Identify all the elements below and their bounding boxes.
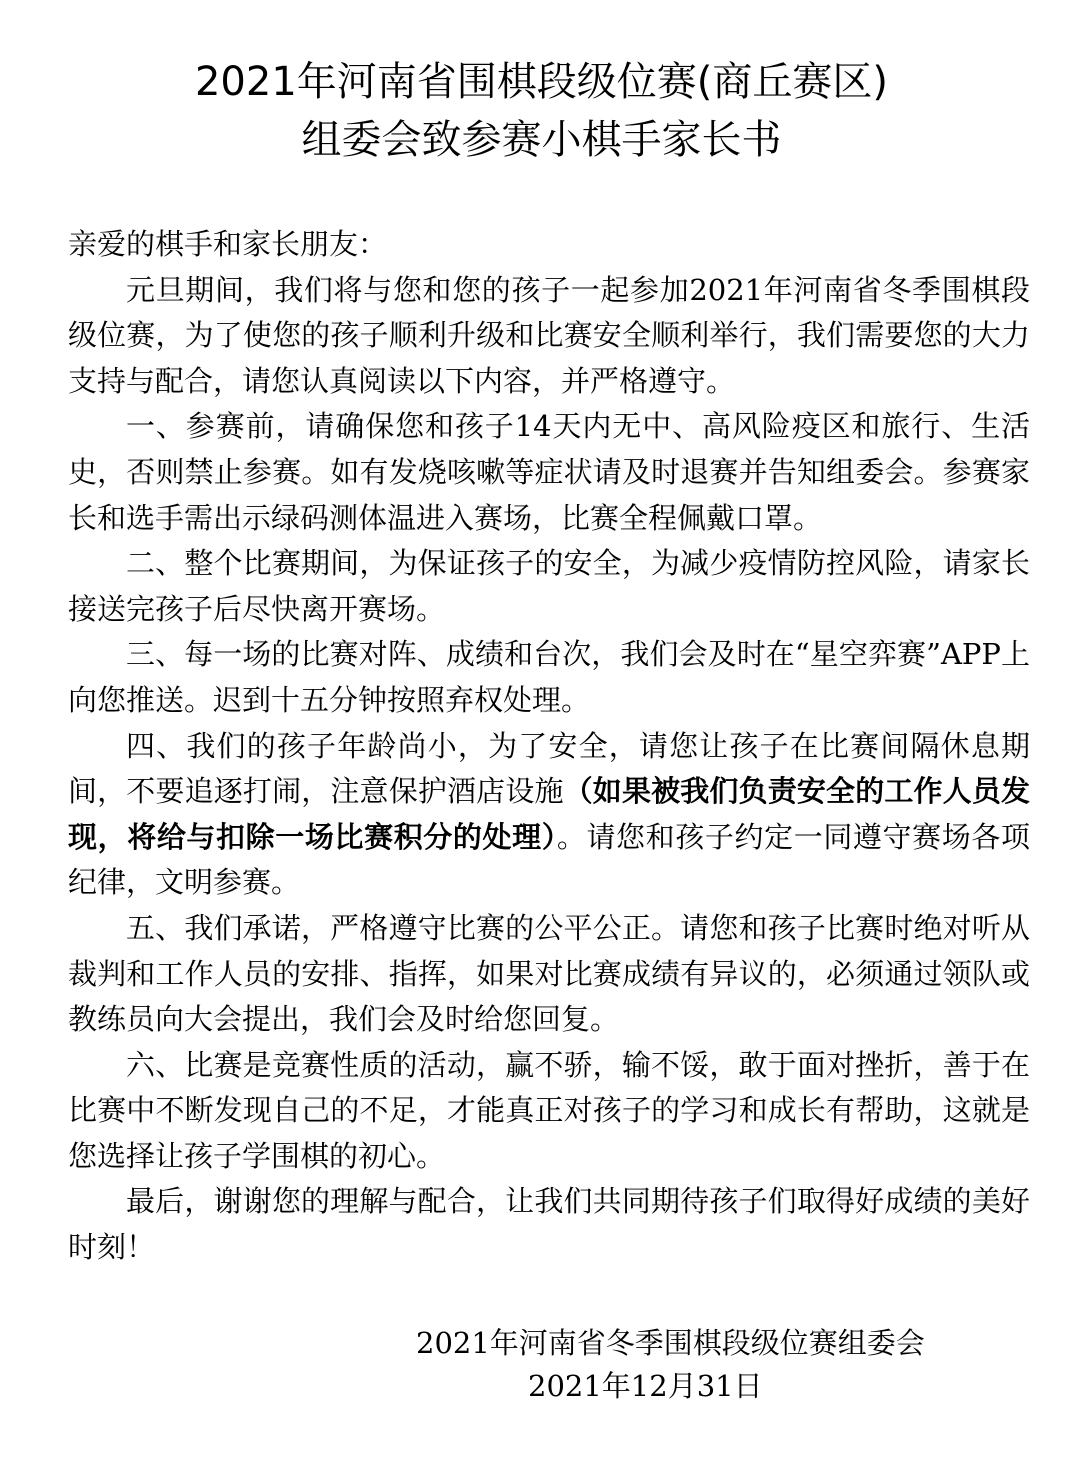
paragraph-item-2: 二、整个比赛期间，为保证孩子的安全，为减少疫情防控风险，请家长接送完孩子后尽快离开赛场。 [68, 546, 1030, 626]
letter-body [68, 222, 1030, 1271]
signature-date: 2021年12月31日 [528, 1369, 763, 1403]
document-title-line-2: 组委会致参赛小棋手家长书 [301, 117, 782, 163]
paragraph-item-1: 一、参赛前，请确保您和孩子14天内无中、高风险疫区和旅行、生活史，否则禁止参赛。如有发烧咳嗽等症状请及时退赛并告知组委会。参赛家长和选手需出示绿码测体温进入赛场，比赛全程佩戴口罩。 [68, 409, 1030, 535]
signature-organizer: 2021年河南省冬季围棋段级位赛组委会 [416, 1326, 925, 1360]
document-title-line-1: 2021年河南省围棋段级位赛(商丘赛区) [194, 59, 888, 105]
paragraph-item-3: 三、每一场的比赛对阵、成绩和台次，我们会及时在“星空弈赛”APP上向您推送。迟到十五分钟按照弃权处理。 [68, 637, 1030, 717]
paragraph-item-4-text-start: 四、我们的孩子年龄尚小，为了安全，请您让孩子在比赛间隔休息期间，不要追逐打闹，注意保护酒店设施 [68, 728, 1030, 809]
paragraph-item-6: 六、比赛是竞赛性质的活动，赢不骄，输不馁，敢于面对挫折，善于在比赛中不断发现自己的不足，才能真正对孩子的学习和成长有帮助，这就是您选择让孩子学围棋的初心。 [68, 1047, 1030, 1173]
paragraph-item-4-text-end: 。请您和孩子约定一同遵守赛场各项纪律，文明参赛。 [68, 819, 1030, 900]
paragraph-closing: 最后，谢谢您的理解与配合，让我们共同期待孩子们取得好成绩的美好时刻！ [68, 1184, 1030, 1265]
paragraph-item-4 [68, 724, 1030, 906]
paragraph-item-4-bold-warning: （如果被我们负责安全的工作人员发现，将给与扣除一场比赛积分的处理） [68, 774, 1030, 854]
salutation: 亲爱的棋手和家长朋友： [68, 227, 388, 261]
paragraph-intro: 元旦期间，我们将与您和您的孩子一起参加2021年河南省冬季围棋段级位赛，为了使您的孩子顺利升级和比赛安全顺利举行，我们需要您的大力支持与配合，请您认真阅读以下内容，并严格遵守。 [68, 272, 1030, 398]
paragraph-item-5: 五、我们承诺，严格遵守比赛的公平公正。请您和孩子比赛时绝对听从裁判和工作人员的安排、指挥，如果对比赛成绩有异议的，必须通过领队或教练员向大会提出，我们会及时给您回复。 [68, 910, 1030, 1037]
